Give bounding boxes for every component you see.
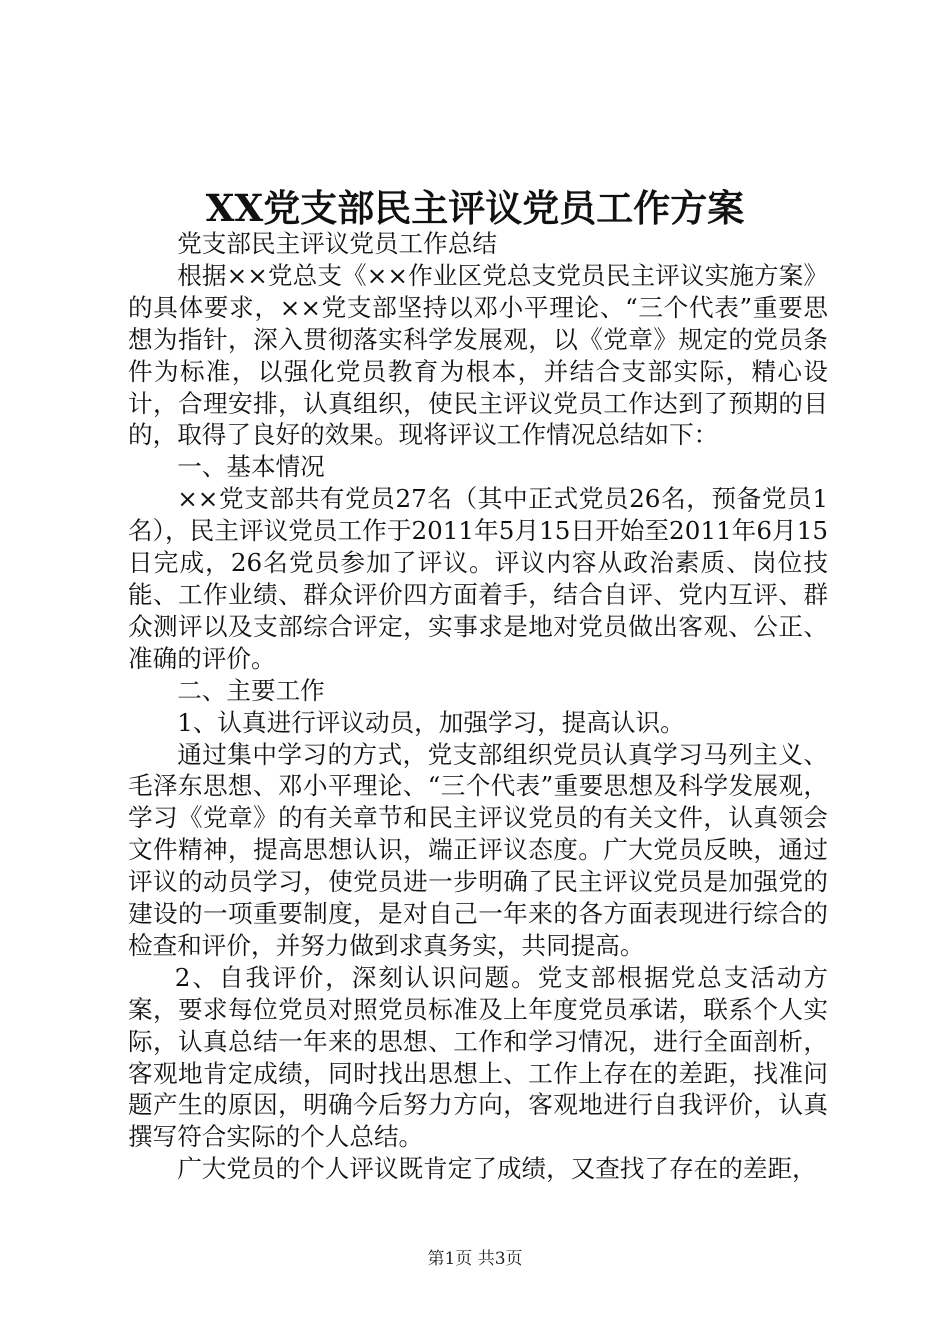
study-paragraph: 通过集中学习的方式，党支部组织党员认真学习马列主义、毛泽东思想、邓小平理论、“三个代表”重要思想及科学发展观，学习《党章》的有关章节和民主评议党员的有关文件，认真领会文件精神，提高思想认识，端正评议态度。广大党员反映，通过评议的动员学习，使党员进一步明确了民主评议党员是加强党的建设的一项重要制度，是对自己一年来的各方面表现进行综合的检查和评价，并努力做到求真务实，共同提高。 [128,739,828,960]
document-body [128,228,828,1185]
subheading-mobilization: 1、认真进行评议动员，加强学习，提高认识。 [177,707,685,737]
document-title: XX党支部民主评议党员工作方案 [205,186,745,230]
page-number-footer: 第1页 共3页 [427,1249,523,1269]
subtitle-paragraph: 党支部民主评议党员工作总结 [177,229,497,258]
section-heading-main-work: 二、主要工作 [177,675,325,705]
member-review-paragraph: 广大党员的个人评议既肯定了成绩，又查找了存在的差距， [177,1154,817,1184]
basic-info-paragraph: ××党支部共有党员27名（其中正式党员26名，预备党员1名），民主评议党员工作于2011年5月15日开始至2011年6月15日完成，26名党员参加了评议。评议内容从政治素质、岗位技能、工作业绩、群众评价四方面着手，结合自评、党内互评、群众测评以及支部综合评定，实事求是地对党员做出客观、公正、准确的评价。 [128,484,828,673]
self-evaluation-paragraph: 2、自我评价，深刻认识问题。党支部根据党总支活动方案，要求每位党员对照党员标准及上年度党员承诺，联系个人实际，认真总结一年来的思想、工作和学习情况，进行全面剖析，客观地肯定成绩，同时找出思想上、工作上存在的差距，找准问题产生的原因，明确今后努力方向，客观地进行自我评价，认真撰写符合实际的个人总结。 [128,962,828,1152]
section-heading-basic: 一、基本情况 [177,452,325,482]
intro-paragraph: 根据××党总支《××作业区党总支党员民主评议实施方案》的具体要求，××党支部坚持以邓小平理论、“三个代表”重要思想为指针，深入贯彻落实科学发展观，以《党章》规定的党员条件为标准，以强化党员教育为根本，并结合支部实际，精心设计，合理安排，认真组织，使民主评议党员工作达到了预期的目的，取得了良好的效果。现将评议工作情况总结如下： [128,260,828,450]
